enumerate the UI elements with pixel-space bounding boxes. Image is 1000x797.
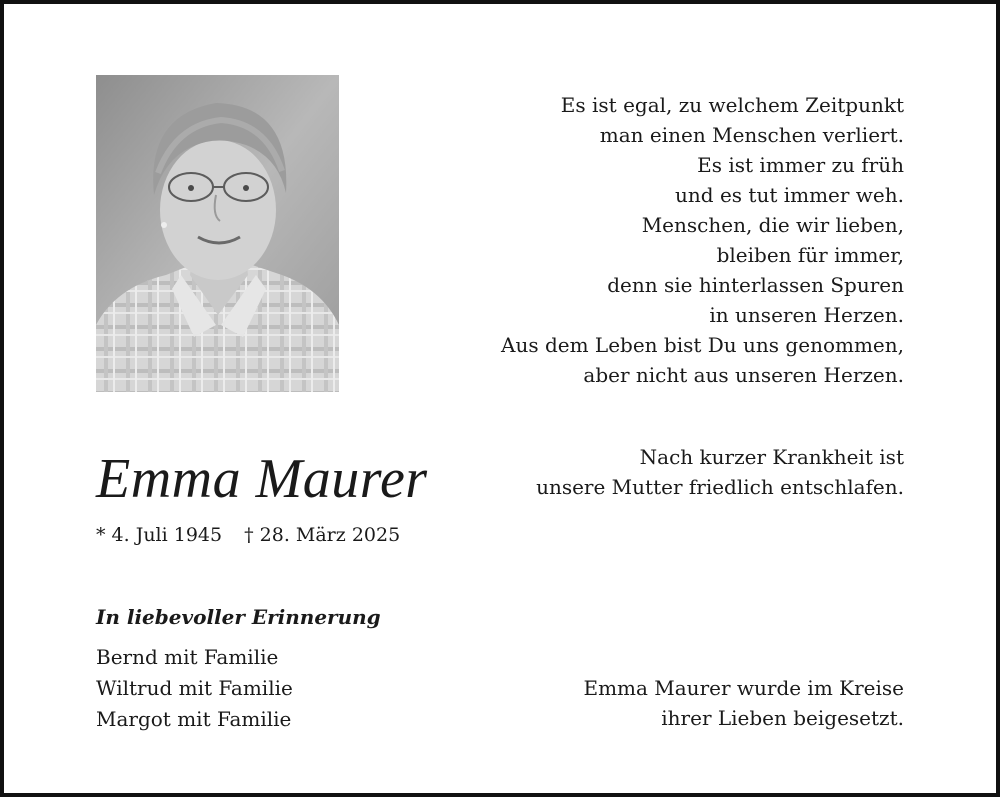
death-date: † 28. März 2025 <box>244 524 401 546</box>
burial-line: ihrer Lieben beigesetzt. <box>661 706 904 730</box>
poem-line: in unseren Herzen. <box>709 303 904 327</box>
mourner-item: Bernd mit Familie <box>96 645 279 669</box>
mourner-item: Wiltrud mit Familie <box>96 676 293 700</box>
poem-line: man einen Menschen verliert. <box>599 123 904 147</box>
message-line: Nach kurzer Krankheit ist <box>639 445 904 469</box>
poem-line: bleiben für immer, <box>716 243 904 267</box>
portrait-photo <box>96 75 339 392</box>
poem-line: Aus dem Leben bist Du uns genommen, <box>501 333 904 357</box>
message-line: unsere Mutter friedlich entschlafen. <box>536 475 904 499</box>
birth-date: * 4. Juli 1945 <box>96 524 223 546</box>
passing-message <box>424 442 904 502</box>
portrait-photo-icon <box>96 75 339 392</box>
life-dates <box>96 522 400 548</box>
burial-note <box>424 673 904 733</box>
deceased-name: Emma Maurer <box>96 448 428 510</box>
burial-line: Emma Maurer wurde im Kreise <box>583 676 904 700</box>
poem-line: und es tut immer weh. <box>675 183 904 207</box>
mourners-list <box>96 642 293 735</box>
poem-line: Menschen, die wir lieben, <box>641 213 904 237</box>
mourner-item: Margot mit Familie <box>96 707 292 731</box>
poem <box>384 90 904 390</box>
poem-line: Es ist immer zu früh <box>697 153 904 177</box>
poem-line: aber nicht aus unseren Herzen. <box>583 363 904 387</box>
poem-line: denn sie hinterlassen Spuren <box>607 273 904 297</box>
poem-line: Es ist egal, zu welchem Zeitpunkt <box>560 93 904 117</box>
memory-heading: In liebevoller Erinnerung <box>96 605 381 629</box>
